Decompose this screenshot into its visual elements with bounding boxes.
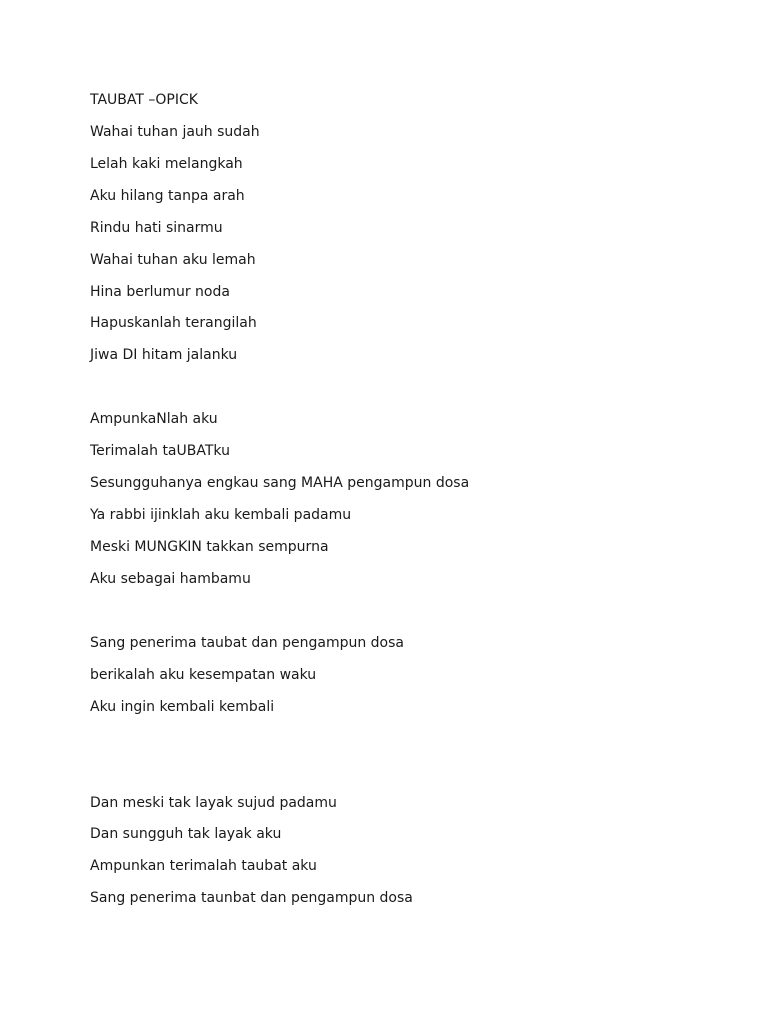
lyric-line: Aku ingin kembali kembali (90, 699, 275, 715)
lyric-line: Ampunkan terimalah taubat aku (90, 858, 317, 874)
lyric-line: Dan meski tak layak sujud padamu (90, 795, 337, 811)
lyric-line: Wahai tuhan jauh sudah (90, 124, 260, 140)
lyric-line: Terimalah taUBATku (90, 443, 230, 459)
lyric-line: Jiwa DI hitam jalanku (90, 347, 238, 363)
lyric-line: Sang penerima taunbat dan pengampun dosa (90, 890, 413, 906)
lyric-line: Lelah kaki melangkah (90, 156, 243, 172)
lyric-line: Rindu hati sinarmu (90, 220, 223, 236)
lyric-line: berikalah aku kesempatan waku (90, 667, 317, 683)
lyric-line: AmpunkaNlah aku (90, 411, 218, 427)
lyric-line: Aku hilang tanpa arah (90, 188, 245, 204)
lyric-line: Hina berlumur noda (90, 284, 230, 300)
song-title: TAUBAT –OPICK (90, 92, 198, 108)
lyric-line: Sesungguhanya engkau sang MAHA pengampun dosa (90, 475, 470, 491)
lyric-line: Sang penerima taubat dan pengampun dosa (90, 635, 404, 651)
lyric-line: Ya rabbi ijinklah aku kembali padamu (90, 507, 352, 523)
lyric-line: Dan sungguh tak layak aku (90, 826, 282, 842)
lyric-line: Hapuskanlah terangilah (90, 315, 257, 331)
lyric-line: Wahai tuhan aku lemah (90, 252, 256, 268)
lyric-line: Meski MUNGKIN takkan sempurna (90, 539, 329, 555)
lyric-line: Aku sebagai hambamu (90, 571, 251, 587)
